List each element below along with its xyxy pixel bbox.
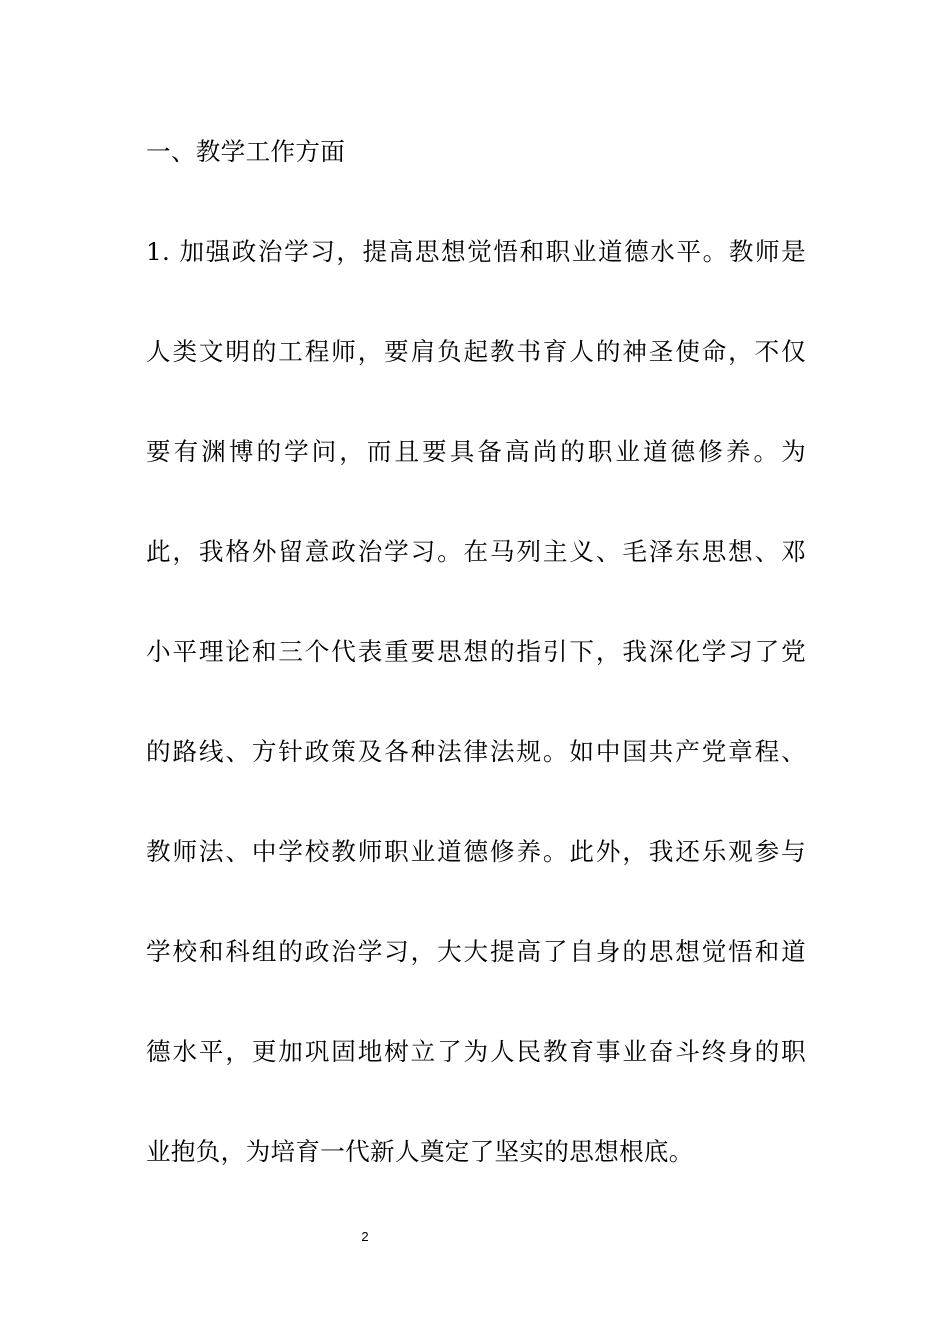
paragraph-line: 要有渊博的学问，而且要具备高尚的职业道德修养。为 [146,437,806,466]
paragraph-line: 学校和科组的政治学习，大大提高了自身的思想觉悟和道 [146,937,806,966]
paragraph-line: 德水平，更加巩固地树立了为人民教育事业奋斗终身的职 [146,1037,806,1066]
paragraph-line: 教师法、中学校教师职业道德修养。此外，我还乐观参与 [146,837,806,866]
paragraph-line: 的路线、方针政策及各种法律法规。如中国共产党章程、 [146,737,806,766]
section-heading: 一、教学工作方面 [146,137,346,166]
paragraph-line: 业抱负，为培育一代新人奠定了坚实的思想根底。 [146,1137,694,1166]
paragraph-line: 1. 加强政治学习，提高思想觉悟和职业道德水平。教师是 [146,237,806,266]
paragraph-line: 人类文明的工程师，要肩负起教书育人的神圣使命，不仅 [146,337,806,366]
paragraph-line: 小平理论和三个代表重要思想的指引下，我深化学习了党 [146,637,806,666]
paragraph-line: 此，我格外留意政治学习。在马列主义、毛泽东思想、邓 [146,537,806,566]
page-number: 2 [361,1229,369,1244]
